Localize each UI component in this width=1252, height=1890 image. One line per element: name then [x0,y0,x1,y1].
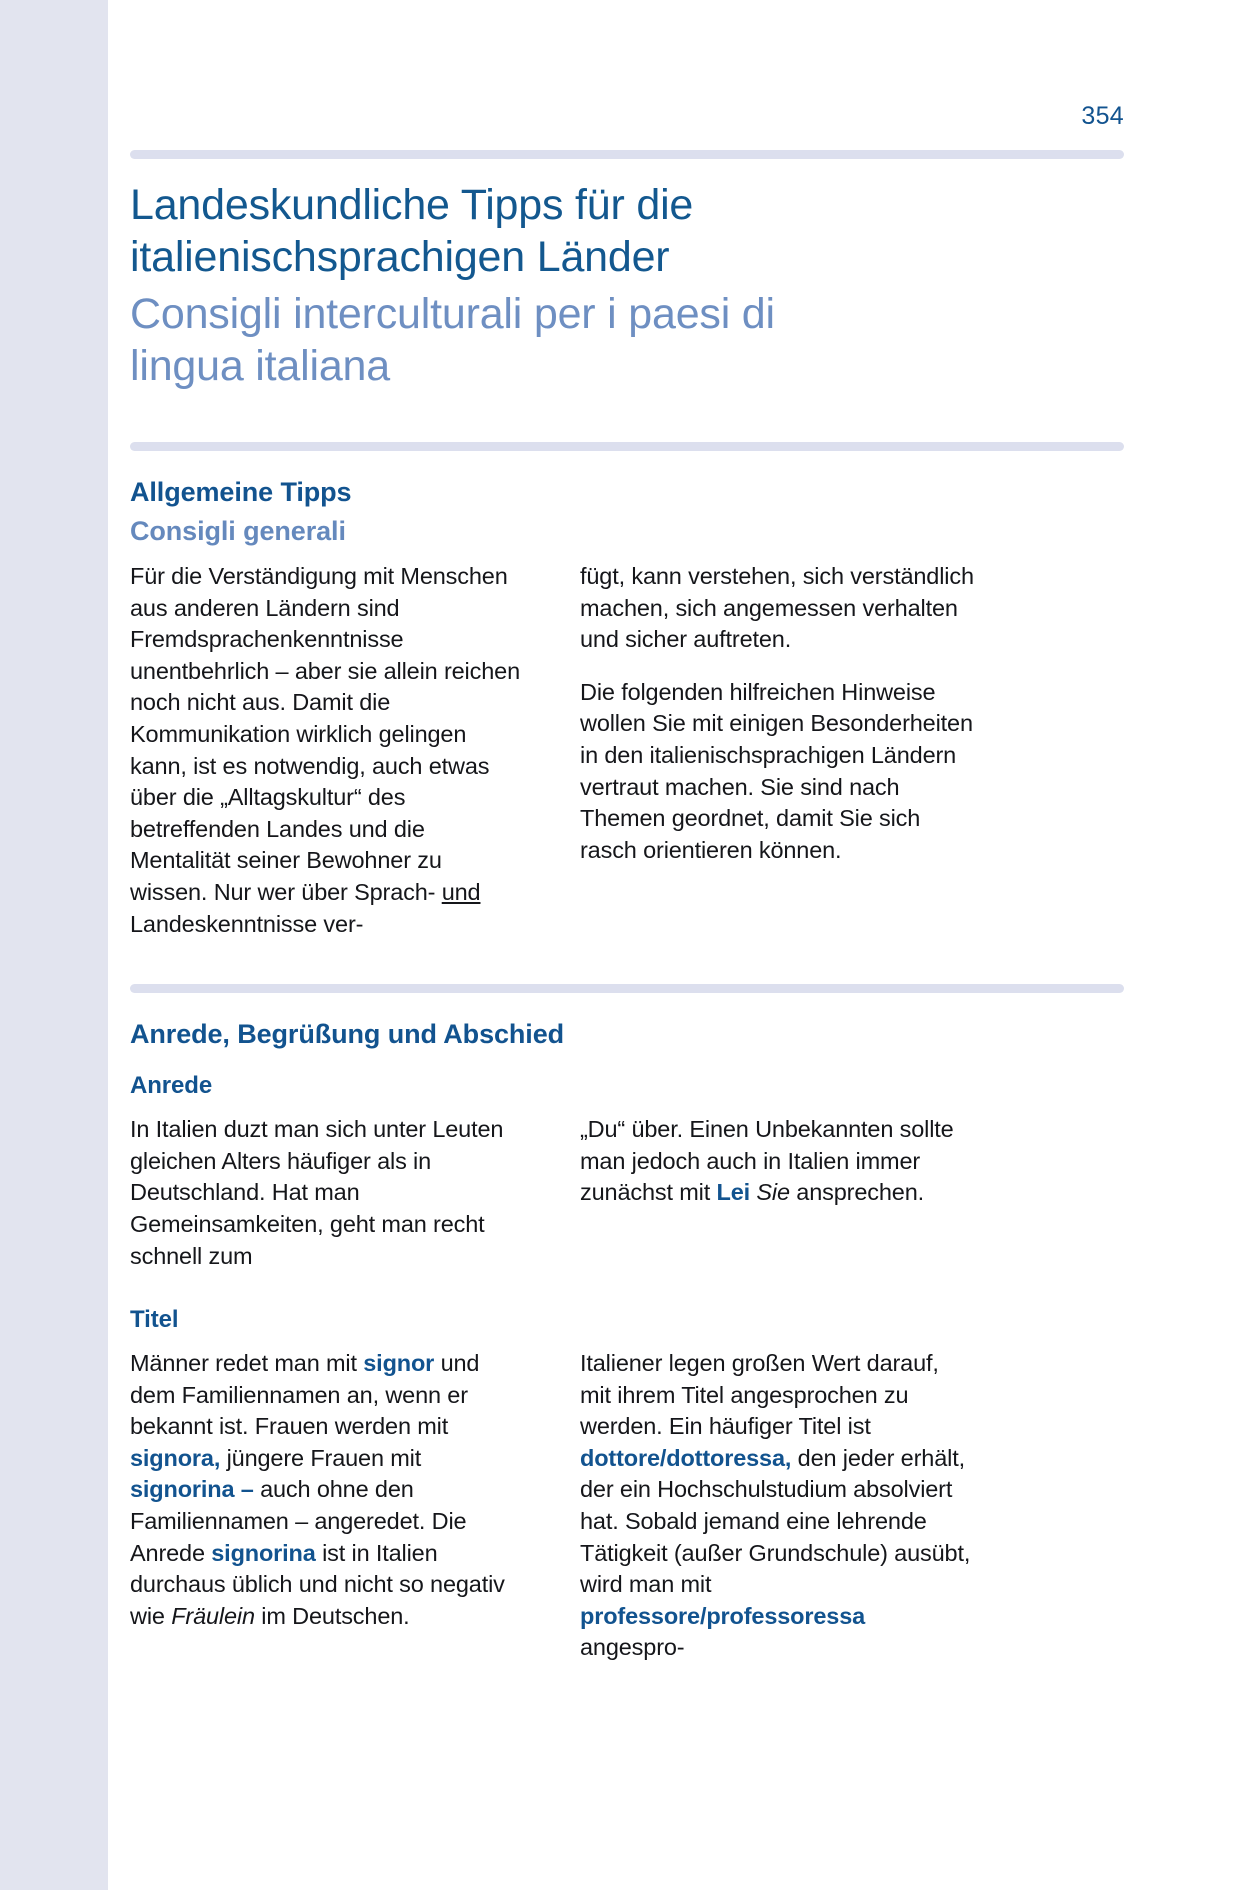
two-column-body [130,1114,1124,1272]
italian-term: professore/professoressa [580,1602,866,1629]
title-rule-top [130,150,1124,159]
italian-term: Lei [716,1179,751,1206]
page-margin-band [0,0,108,1890]
subsection-titel [130,1306,1124,1664]
emphasis-text: Fräulein [171,1602,255,1629]
text-run: jüngere Frauen mit [220,1444,422,1471]
column-left [130,561,524,940]
subsection-heading: Titel [130,1306,179,1334]
chapter-title-german: Landeskundliche Tipps für die italienischsprachigen Länder [130,181,694,281]
text-run: im Deutschen. [254,1602,410,1629]
two-column-body [130,561,1124,940]
body-paragraph [580,561,974,656]
text-run: auch ohne den Familiennamen – angeredet. Die Anrede [130,1476,467,1566]
body-paragraph [580,1114,974,1209]
spacer [130,392,1124,442]
section-heading-german: Allgemeine Tipps [130,477,352,508]
column-left [130,1114,524,1272]
column-right [580,1114,974,1272]
column-right [580,561,974,940]
emphasis-text: Sie [756,1179,790,1206]
body-paragraph [580,677,974,867]
italian-term: signor [363,1350,435,1377]
italian-term: signora, [130,1444,221,1471]
section-heading-german: Anrede, Begrüßung und Abschied [130,1019,565,1050]
section-anrede-begruessung-abschied [130,1019,1124,1664]
text-run: „Du“ über. Einen Unbekannten sollte man jedoch auch in Italien immer zunächst mit [580,1116,954,1206]
body-paragraph [580,1348,974,1664]
text-run: Italiener legen großen Wert darauf, mit ihrem Titel angesprochen zu werden. Ein häufiger Titel ist [580,1350,939,1440]
italian-term: signorina – [130,1476,254,1503]
body-paragraph [130,1348,524,1632]
text-run: angespro- [580,1634,685,1661]
column-right [580,1348,974,1664]
spacer [130,940,1124,984]
text-run: Landeskenntnisse ver- [130,910,364,937]
italian-term: dottore/dottoressa, [580,1444,792,1471]
text-run: In Italien duzt man sich unter Leuten gleichen Alters häufiger als in Deutschland. Hat man Gemeinsamkeiten, geht man recht schnell zum [130,1116,504,1269]
section-allgemeine-tipps [130,477,1124,940]
text-run: Die folgenden hilfreichen Hinweise wollen Sie mit einigen Besonderheiten in den italienischsprachigen Ländern vertraut machen. Sie sind nach Themen geordnet, damit Sie sich rasch orientieren können. [580,678,973,863]
column-left [130,1348,524,1664]
section-rule-anrede [130,984,1124,993]
text-run: Männer redet man mit [130,1350,364,1377]
section-rule-allgemeine-tipps [130,442,1124,451]
text-run: den jeder erhält, der ein Hochschulstudium absolviert hat. Sobald jemand eine lehrende Tätigkeit (außer Grundschule) ausübt, wird man mit [580,1444,971,1598]
paragraph-group-left [130,1348,524,1632]
page-content [108,0,1252,1890]
text-run: fügt, kann verstehen, sich verständlich machen, sich angemessen verhalten und sicher auftreten. [580,563,974,653]
body-paragraph [130,1114,524,1272]
page-number: 354 [1081,102,1124,130]
text-run: ansprechen. [789,1179,924,1206]
paragraph-group-right [580,1114,974,1209]
body-paragraph [130,561,524,940]
paragraph-group-right [580,1348,974,1664]
text-run: und dem Familiennamen an, wenn er bekannt ist. Frauen werden mit [130,1350,480,1440]
chapter-title-italian: Consigli interculturali per i paesi di lingua italiana [130,290,775,390]
paragraph-group-right [580,561,974,866]
section-heading-italian: Consigli generali [130,515,346,546]
text-run: ist in Italien durchaus üblich und nicht so negativ wie [130,1539,505,1629]
paragraph-group-left [130,561,524,940]
subsection-heading: Anrede [130,1072,213,1100]
paragraph-group-left [130,1114,524,1272]
text-run: Für die Verständigung mit Menschen aus anderen Ländern sind Fremdsprachenkenntnisse unentbehrlich – aber sie allein reichen noch nicht aus. Damit die Kommunikation wirklich gelingen kann, ist es notwendig, auch etwas über die „Alltagskultur“ des betreffenden Landes und die Mentalität seiner Bewohner zu wissen. Nur wer über Sprach- [130,563,520,905]
subsection-anrede [130,1072,1124,1272]
underlined-text: und [441,878,481,905]
italian-term: signorina [211,1539,316,1566]
folio-row [130,0,1124,129]
two-column-body [130,1348,1124,1664]
